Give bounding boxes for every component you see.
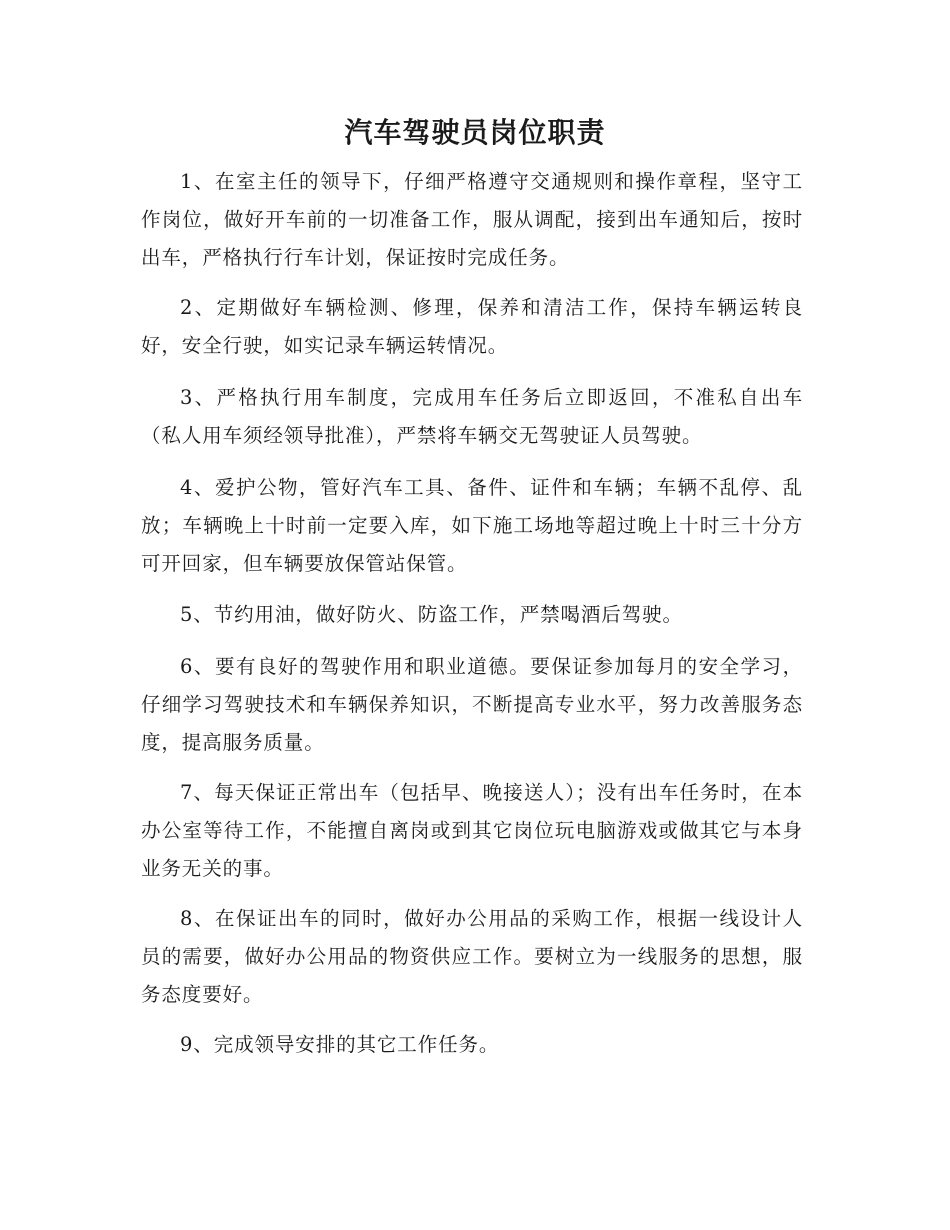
paragraph-3: 3、严格执行用车制度，完成用车任务后立即返回，不准私自出车（私人用车须经领导批准），严禁将车辆交无驾驶证人员驾驶。	[141, 386, 803, 447]
paragraph-4: 4、爱护公物，管好汽车工具、备件、证件和车辆；车辆不乱停、乱放；车辆晚上十时前一定要入库，如下施工场地等超过晚上十时三十分方可开回家，但车辆要放保管站保管。	[141, 476, 803, 575]
paragraph-7: 7、每天保证正常出车（包括早、晚接送人）；没有出车任务时，在本办公室等待工作，不能擅自离岗或到其它岗位玩电脑游戏或做其它与本身业务无关的事。	[141, 781, 803, 880]
document-title: 汽车驾驶员岗位职责	[344, 116, 606, 149]
paragraph-9: 9、完成领导安排的其它工作任务。	[180, 1033, 500, 1056]
paragraph-8: 8、在保证出车的同时，做好办公用品的采购工作，根据一线设计人员的需要，做好办公用品的物资供应工作。要树立为一线服务的思想，服务态度要好。	[141, 907, 803, 1006]
paragraph-2: 2、定期做好车辆检测、修理，保养和清洁工作，保持车辆运转良好，安全行驶，如实记录车辆运转情况。	[141, 296, 803, 357]
paragraph-5: 5、节约用油，做好防火、防盗工作，严禁喝酒后驾驶。	[180, 603, 683, 626]
paragraph-6: 6、要有良好的驾驶作用和职业道德。要保证参加每月的安全学习，仔细学习驾驶技术和车辆保养知识，不断提高专业水平，努力改善服务态度，提高服务质量。	[141, 655, 803, 754]
paragraph-1: 1、在室主任的领导下，仔细严格遵守交通规则和操作章程，坚守工作岗位，做好开车前的一切准备工作，服从调配，接到出车通知后，按时出车，严格执行行车计划，保证按时完成任务。	[141, 170, 803, 269]
